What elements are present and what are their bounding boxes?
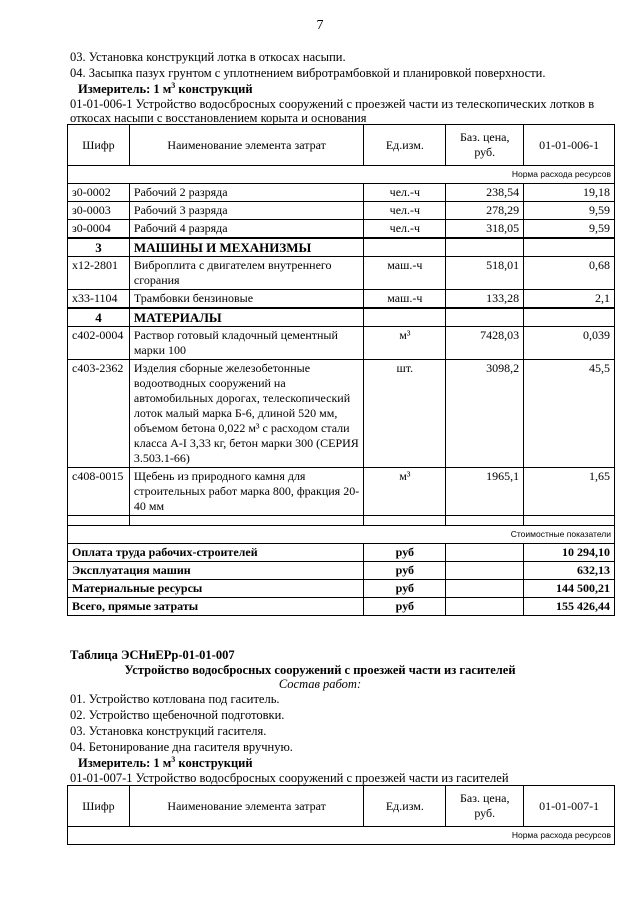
summary-value: 10 294,10	[524, 544, 615, 562]
item-title-line-1: 01-01-006-1 Устройство водосбросных сооружений с проезжей части из телескопических лотков в	[70, 97, 595, 111]
section-title: МАТЕРИАЛЫ	[129, 308, 364, 327]
row-price: 1965,1	[446, 468, 524, 516]
row-qty: 9,59	[524, 202, 615, 220]
work-step: 04. Засыпка пазух грунтом с уплотнением вибротрамбовкой и планировкой поверхности.	[70, 66, 546, 80]
table-row	[68, 257, 615, 290]
row-qty: 19,18	[524, 184, 615, 202]
col-code-header: Шифр	[68, 125, 130, 166]
table-id: Таблица ЭСНиЕРр-01-01-007	[70, 648, 235, 662]
row-name: Изделия сборные железобетонные водоотводных сооружений на автомобильных дорогах, телескопический лоток малый марка Б-6, длиной 520 мм, объемом бетона 0,022 м³ с расходом стали класса А-I 3,33 кг, бетон марки 300 (СЕРИЯ 3.503.1-66)	[129, 360, 364, 468]
work-step: 03. Установка конструкций гасителя.	[70, 724, 267, 738]
cost-indicators-label: Стоимостные показатели	[68, 526, 615, 544]
section-title: МАШИНЫ И МЕХАНИЗМЫ	[129, 238, 364, 257]
norm-label-row	[68, 166, 615, 184]
row-unit: чел.-ч	[364, 220, 446, 239]
norm-label-row	[68, 827, 615, 845]
row-code: с402-0004	[68, 327, 130, 360]
summary-label: Всего, прямые затраты	[68, 598, 364, 616]
table-row	[68, 360, 615, 468]
row-qty: 0,68	[524, 257, 615, 290]
summary-row	[68, 598, 615, 616]
table-row	[68, 327, 615, 360]
measure-unit: Измеритель: 1 $м^3$ конструкций	[78, 80, 253, 96]
row-qty: 9,59	[524, 220, 615, 239]
table-row	[68, 220, 615, 239]
summary-value: 632,13	[524, 562, 615, 580]
section-number: 4	[68, 308, 130, 327]
row-code: з0-0004	[68, 220, 130, 239]
row-unit: шт.	[364, 360, 446, 468]
row-unit: маш.-ч	[364, 290, 446, 309]
table-row	[68, 468, 615, 516]
col-price-header: Баз. цена, руб.	[446, 786, 524, 827]
item-title-line-2: откосах насыпи с восстановлением корыта и основания	[70, 111, 367, 125]
row-code: з0-0003	[68, 202, 130, 220]
measure-unit: Измеритель: 1 $м^3$ конструкций	[78, 754, 253, 770]
spacer-row	[68, 516, 615, 526]
resource-table-2	[67, 785, 615, 845]
summary-label: Эксплуатация машин	[68, 562, 364, 580]
row-price: 318,05	[446, 220, 524, 239]
row-name: Щебень из природного камня для строительных работ марка 800, фракция 20-40 мм	[129, 468, 364, 516]
row-name: Рабочий 2 разряда	[129, 184, 364, 202]
row-name: Трамбовки бензиновые	[129, 290, 364, 309]
summary-row	[68, 580, 615, 598]
norm-label: Норма расхода ресурсов	[68, 166, 615, 184]
row-name: Раствор готовый кладочный цементный марки 100	[129, 327, 364, 360]
row-price: 518,01	[446, 257, 524, 290]
row-price: 238,54	[446, 184, 524, 202]
row-price: 7428,03	[446, 327, 524, 360]
row-unit: чел.-ч	[364, 202, 446, 220]
summary-unit: руб	[364, 598, 446, 616]
work-step: 03. Установка конструкций лотка в откосах насыпи.	[70, 50, 346, 64]
summary-row	[68, 544, 615, 562]
row-code: х33-1104	[68, 290, 130, 309]
work-step: 02. Устройство щебеночной подготовки.	[70, 708, 285, 722]
row-code: х12-2801	[68, 257, 130, 290]
col-name-header: Наименование элемента затрат	[129, 786, 364, 827]
work-step: 04. Бетонирование дна гасителя вручную.	[70, 740, 293, 754]
page-number: 7	[316, 18, 324, 33]
section-row	[68, 238, 615, 257]
table-row	[68, 202, 615, 220]
col-norm-code-header: 01-01-007-1	[524, 786, 615, 827]
row-code: с408-0015	[68, 468, 130, 516]
norm-label: Норма расхода ресурсов	[68, 827, 615, 845]
table-row	[68, 184, 615, 202]
table-header-row	[68, 786, 615, 827]
row-unit: м³	[364, 468, 446, 516]
summary-row	[68, 562, 615, 580]
row-price: 278,29	[446, 202, 524, 220]
row-unit: м³	[364, 327, 446, 360]
row-unit: чел.-ч	[364, 184, 446, 202]
row-qty: 1,65	[524, 468, 615, 516]
row-unit: маш.-ч	[364, 257, 446, 290]
row-qty: 0,039	[524, 327, 615, 360]
composition-label: Состав работ:	[278, 677, 362, 691]
summary-label: Материальные ресурсы	[68, 580, 364, 598]
row-name: Виброплита с двигателем внутреннего сгорания	[129, 257, 364, 290]
row-name: Рабочий 4 разряда	[129, 220, 364, 239]
col-unit-header: Ед.изм.	[364, 786, 446, 827]
item-title: 01-01-007-1 Устройство водосбросных сооружений с проезжей части из гасителей	[70, 771, 509, 785]
table-row	[68, 290, 615, 309]
work-step: 01. Устройство котлована под гаситель.	[70, 692, 280, 706]
summary-unit: руб	[364, 580, 446, 598]
row-code: с403-2362	[68, 360, 130, 468]
row-price: 133,28	[446, 290, 524, 309]
row-name: Рабочий 3 разряда	[129, 202, 364, 220]
table-header-row	[68, 125, 615, 166]
row-code: з0-0002	[68, 184, 130, 202]
col-code-header: Шифр	[68, 786, 130, 827]
resource-table	[67, 124, 615, 616]
row-qty: 2,1	[524, 290, 615, 309]
row-price: 3098,2	[446, 360, 524, 468]
summary-value: 144 500,21	[524, 580, 615, 598]
col-unit-header: Ед.изм.	[364, 125, 446, 166]
section-number: 3	[68, 238, 130, 257]
summary-unit: руб	[364, 544, 446, 562]
col-price-header: Баз. цена, руб.	[446, 125, 524, 166]
table-title: Устройство водосбросных сооружений с проезжей части из гасителей	[124, 663, 516, 677]
row-qty: 45,5	[524, 360, 615, 468]
summary-value: 155 426,44	[524, 598, 615, 616]
summary-label: Оплата труда рабочих-строителей	[68, 544, 364, 562]
col-norm-code-header: 01-01-006-1	[524, 125, 615, 166]
section-row	[68, 308, 615, 327]
col-name-header: Наименование элемента затрат	[129, 125, 364, 166]
summary-unit: руб	[364, 562, 446, 580]
cost-label-row	[68, 526, 615, 544]
